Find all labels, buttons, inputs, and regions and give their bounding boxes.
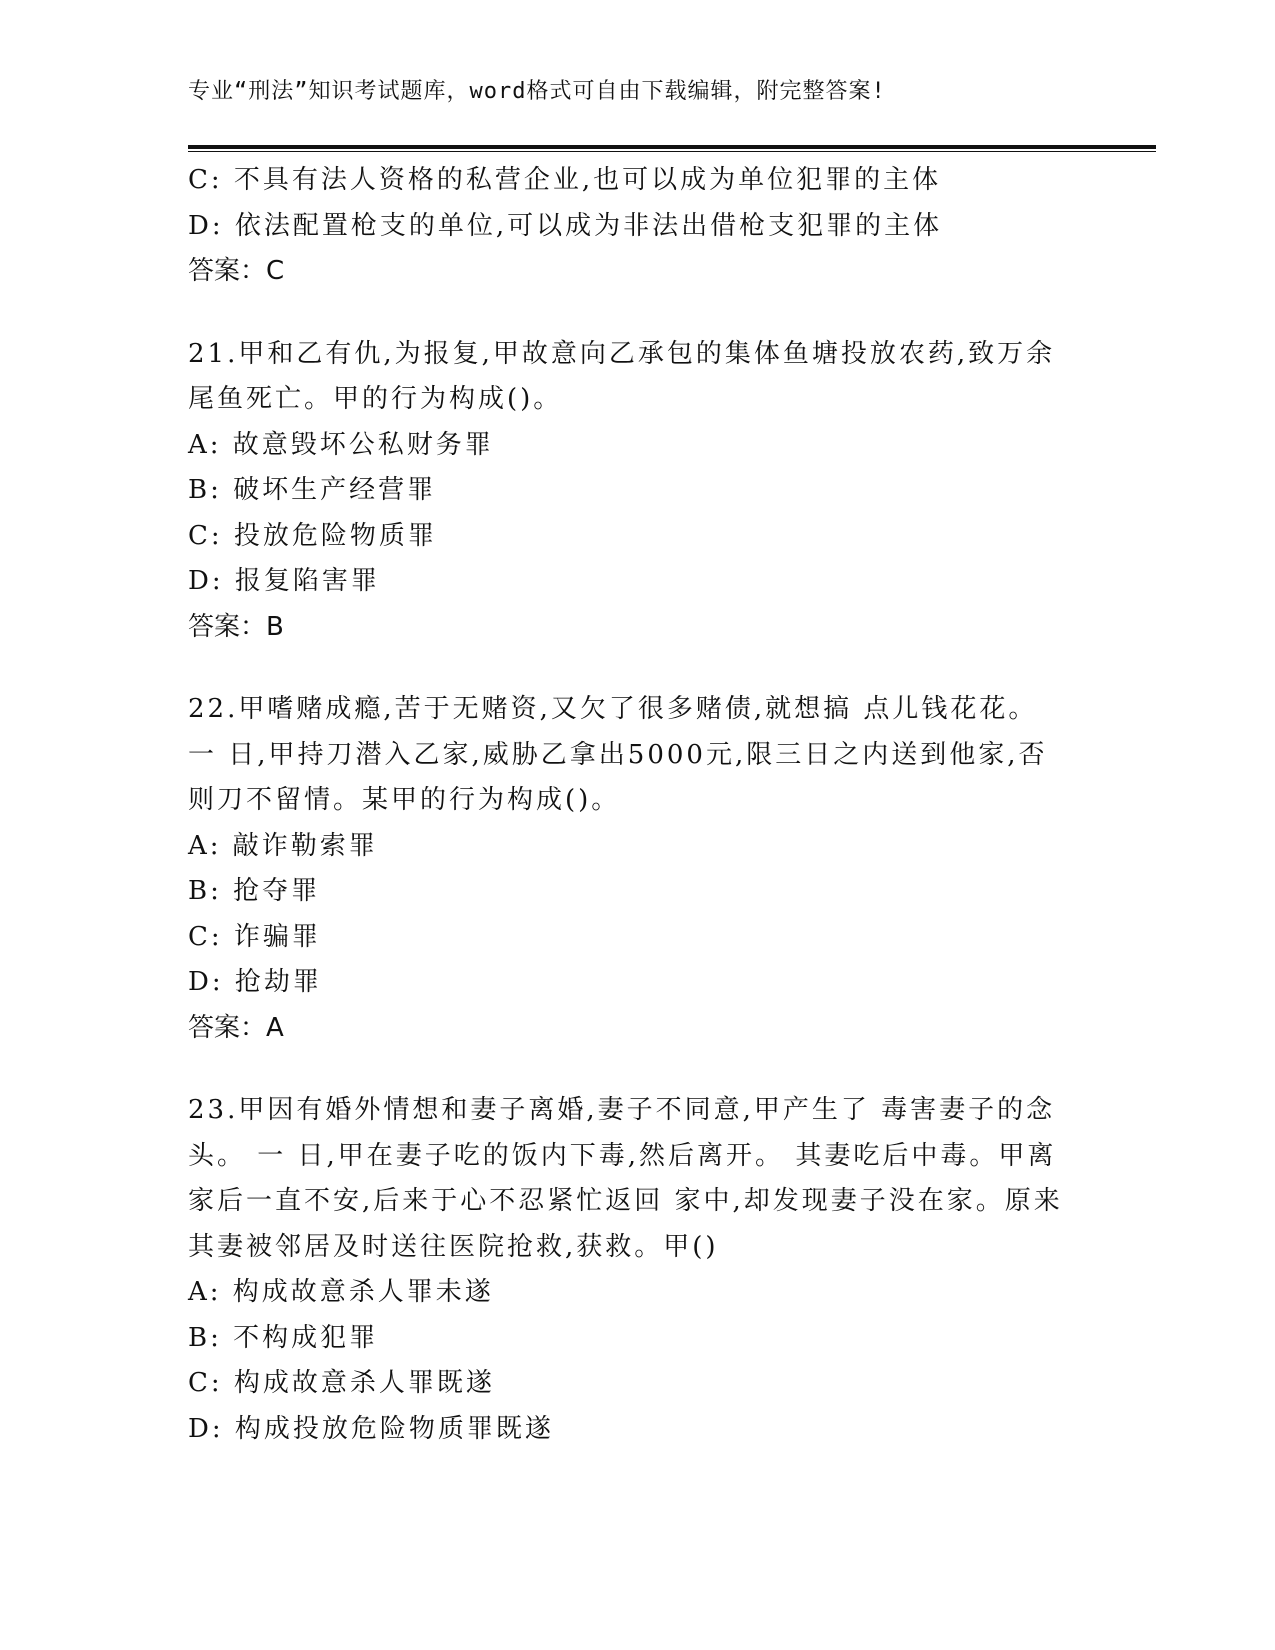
question-21: [188, 332, 1088, 651]
question-23: [188, 1088, 1088, 1452]
option-a: A: 故意毁坏公私财务罪: [188, 429, 494, 460]
option-b: B: 不构成犯罪: [188, 1322, 379, 1353]
question-stem: 22.甲嗜赌成瘾,苦于无赌资,又欠了很多赌债,就想搞 点儿钱花花。: [188, 694, 1038, 724]
option-c: C: 诈骗罪: [188, 921, 321, 952]
page-header: 专业“刑法”知识考试题库，word格式可自由下载编辑，附完整答案!: [188, 79, 886, 104]
option-d: D: 依法配置枪支的单位,可以成为非法出借枪支犯罪的主体: [188, 210, 943, 241]
option-c: C: 构成故意杀人罪既遂: [188, 1368, 495, 1398]
question-content: [188, 158, 1088, 1452]
option-b: B: 破坏生产经营罪: [188, 475, 437, 505]
header-rule-thick: [188, 145, 1156, 149]
option-d: D: 构成投放危险物质罪既遂: [188, 1413, 554, 1444]
option-d: D: 报复陷害罪: [188, 566, 380, 596]
prev-question-tail: [188, 158, 1088, 295]
question-22: [188, 687, 1088, 1051]
question-stem: 家后一直不安,后来于心不忍紧忙返回 家中,却发现妻子没在家。原来: [188, 1186, 1063, 1216]
option-a: A: 敲诈勒索罪: [188, 830, 378, 861]
question-stem: 21.甲和乙有仇,为报复,甲故意向乙承包的集体鱼塘投放农药,致万余: [188, 338, 1056, 369]
answer: 答案：B: [188, 611, 284, 642]
question-stem: 23.甲因有婚外情想和妻子离婚,妻子不同意,甲产生了 毒害妻子的念: [188, 1095, 1056, 1125]
question-stem: 头。 一 日,甲在妻子吃的饭内下毒,然后离开。 其妻吃后中毒。甲离: [188, 1140, 1057, 1171]
question-stem: 则刀不留情。某甲的行为构成()。: [188, 785, 621, 815]
question-stem: 其妻被邻居及时送往医院抢救,获救。甲(): [188, 1231, 719, 1262]
question-stem: 一 日,甲持刀潜入乙家,威胁乙拿出5000元,限三日之内送到他家,否: [188, 739, 1048, 770]
option-b: B: 抢夺罪: [188, 876, 321, 906]
option-c: C: 投放危险物质罪: [188, 520, 437, 551]
header-rule-thin: [188, 151, 1156, 152]
question-stem: 尾鱼死亡。甲的行为构成()。: [188, 384, 563, 414]
answer: 答案：A: [188, 1012, 284, 1043]
option-c: C: 不具有法人资格的私营企业,也可以成为单位犯罪的主体: [188, 165, 942, 195]
option-d: D: 抢劫罪: [188, 967, 322, 997]
option-a: A: 构成故意杀人罪未遂: [188, 1277, 494, 1307]
answer: 答案：C: [188, 256, 285, 286]
